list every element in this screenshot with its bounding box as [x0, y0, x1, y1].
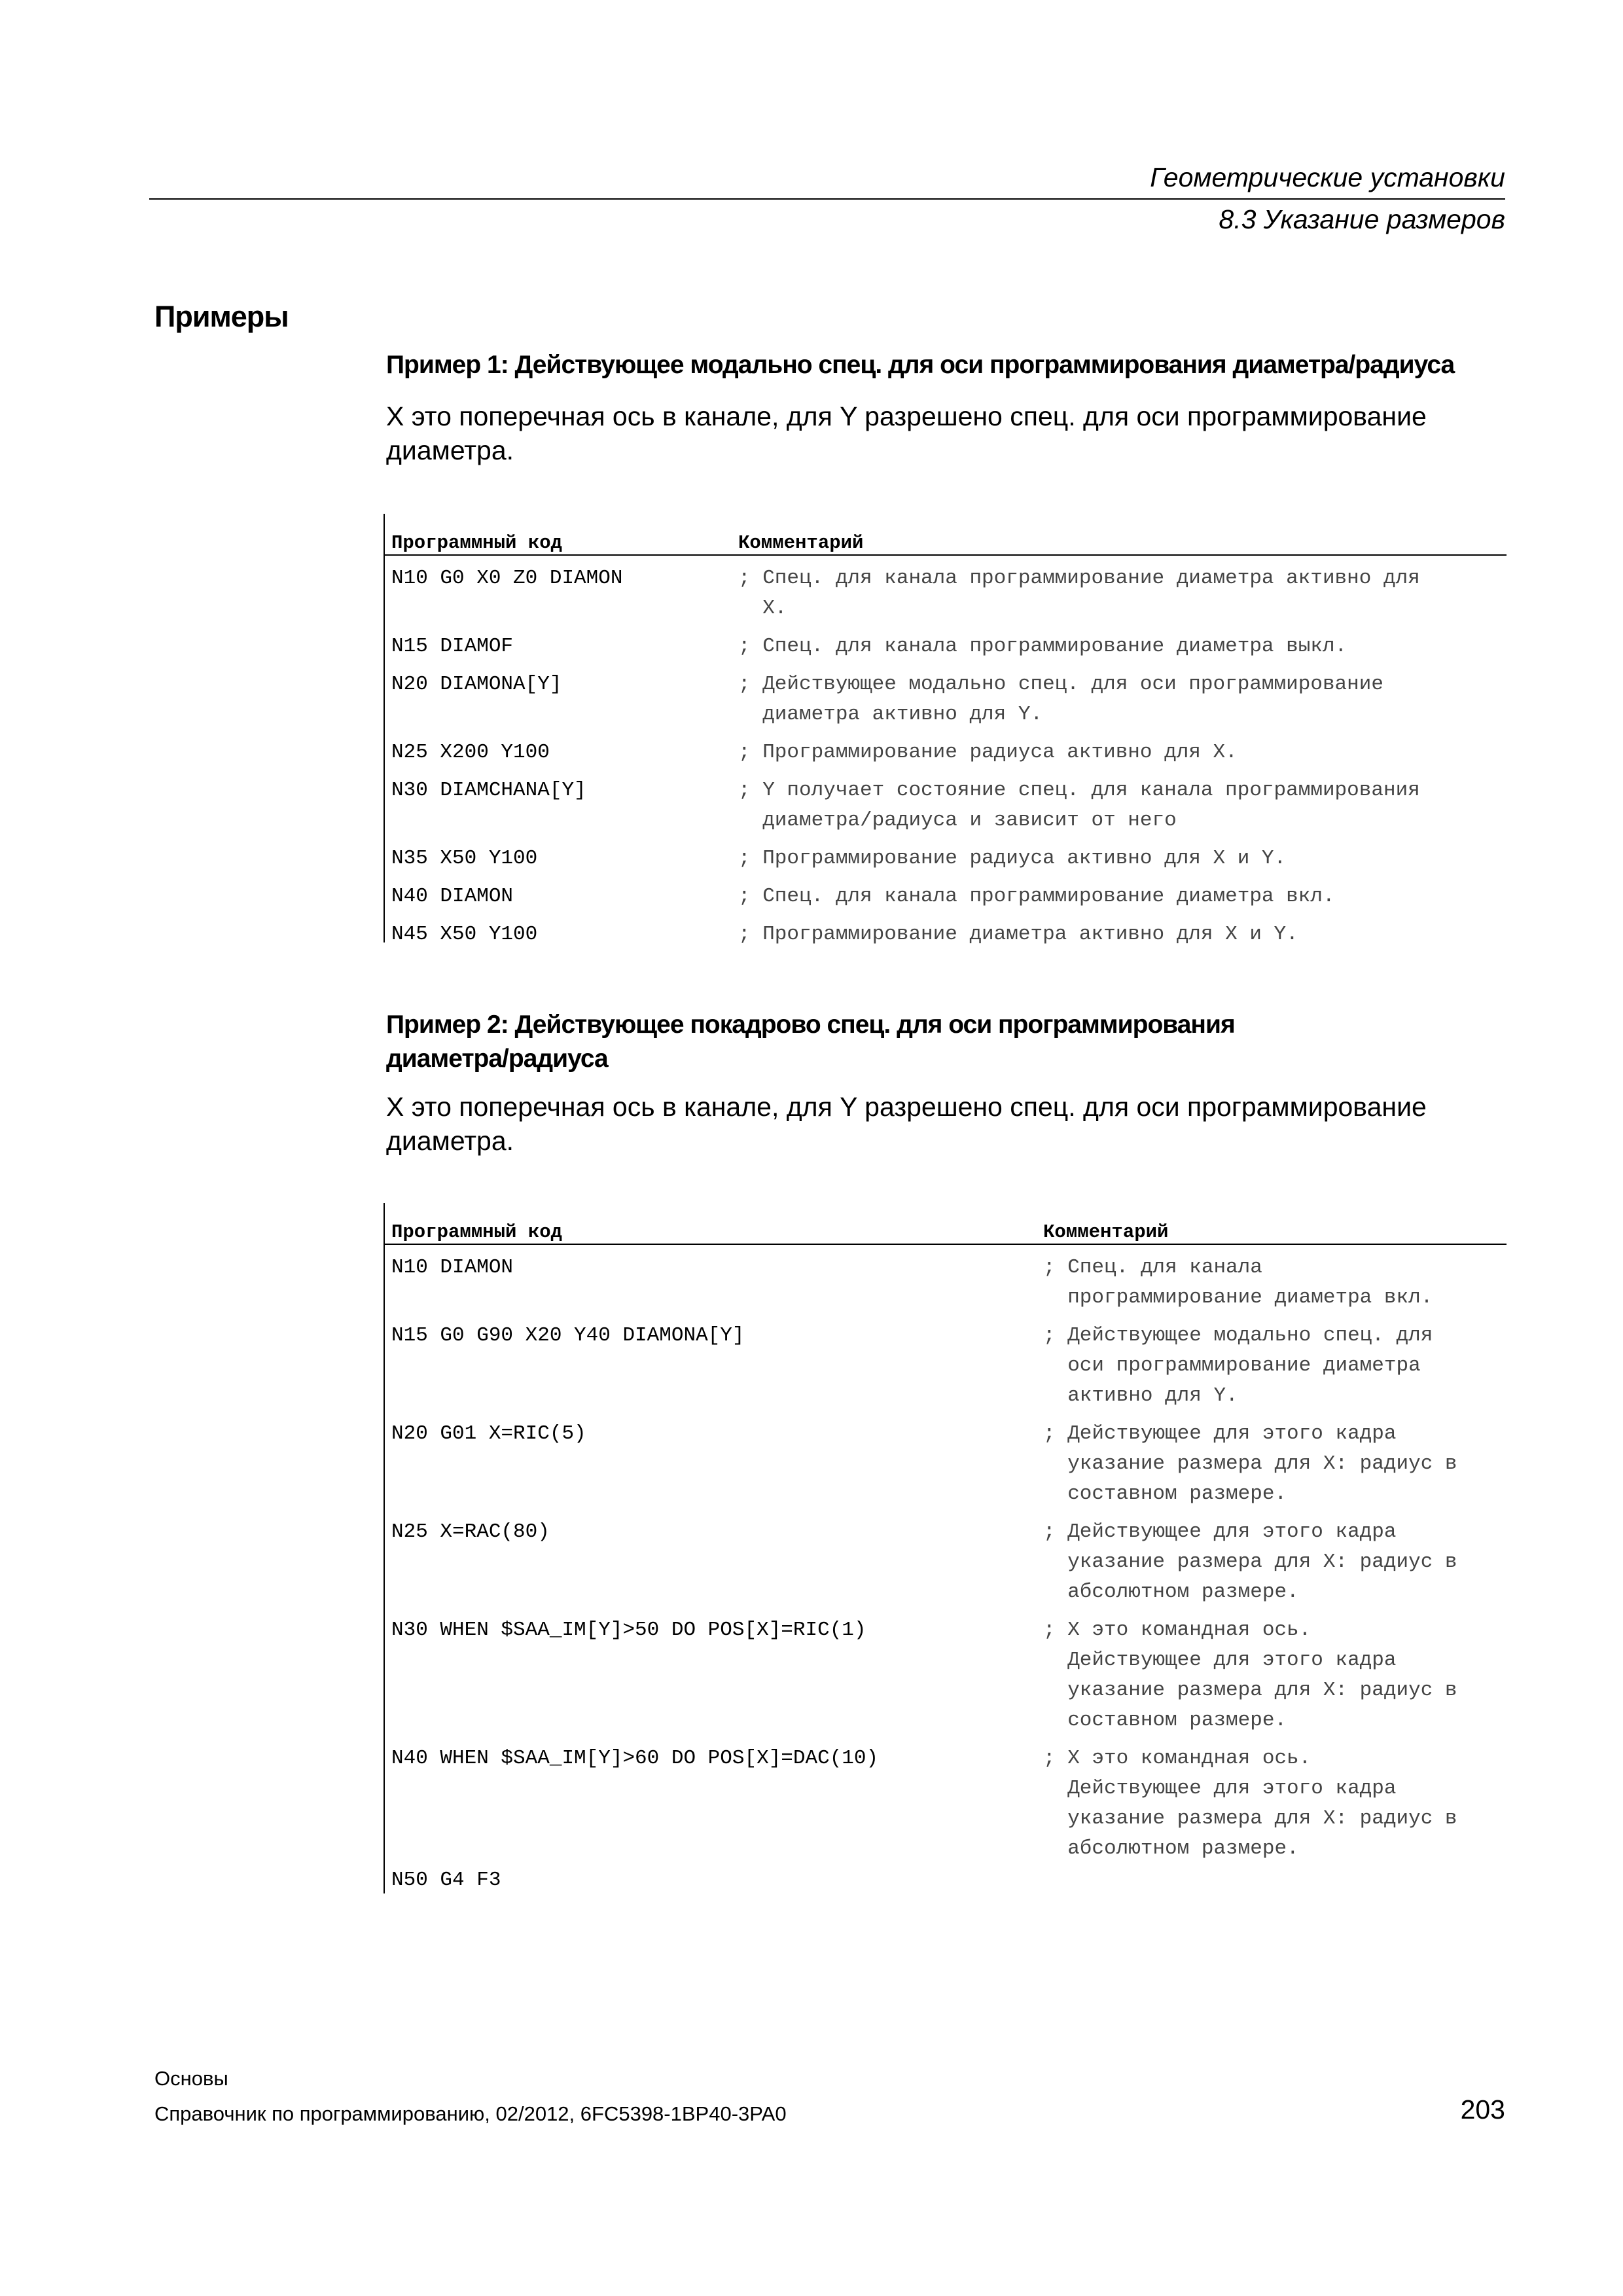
code-comment: ; X это командная ось. Действующее для этого кадра указание размера для X: радиус в абсолютном размере.	[1043, 1747, 1457, 1860]
example1-title: Пример 1: Действующее модально спец. для оси программирования диаметра/радиуса	[386, 351, 1455, 379]
running-header-chapter: Геометрические установки	[1150, 162, 1505, 192]
code-comment: ; Y получает состояние спец. для канала программирования диаметра/радиуса и зависит от него	[738, 779, 1420, 832]
example2-col-code: Программный код	[391, 1221, 563, 1243]
code-line: N15 DIAMOF	[391, 635, 514, 658]
example2-col-comment: Комментарий	[1043, 1221, 1169, 1243]
page-number: 203	[1460, 2094, 1505, 2125]
example1-table-header	[385, 514, 1507, 556]
code-line: N50 G4 F3	[391, 1869, 501, 1892]
code-line: N45 X50 Y100	[391, 923, 538, 946]
code-line: N25 X=RAC(80)	[391, 1520, 550, 1543]
example1-description: X это поперечная ось в канале, для Y разрешено спец. для оси программирование диаметра.	[386, 401, 1427, 465]
code-comment: ; Спец. для канала программирование диаметра вкл.	[738, 885, 1335, 908]
running-header-section: 8.3 Указание размеров	[1219, 204, 1505, 234]
example2-table-header	[385, 1203, 1507, 1245]
example1-code-table	[383, 514, 1507, 946]
example1-col-code: Программный код	[391, 532, 563, 554]
code-comment: ; Программирование диаметра активно для X и Y.	[738, 923, 1298, 946]
code-line: N10 G0 X0 Z0 DIAMON	[391, 567, 623, 590]
example1-col-comment: Комментарий	[738, 532, 864, 554]
code-comment: ; Программирование радиуса активно для X и Y.	[738, 847, 1287, 870]
code-comment: ; Спец. для канала программирование диаметра активно для X.	[738, 567, 1420, 620]
code-comment: ; Действующее для этого кадра указание размера для X: радиус в составном размере.	[1043, 1422, 1457, 1505]
code-line: N30 DIAMCHANA[Y]	[391, 779, 586, 802]
code-comment: ; Спец. для канала программирование диаметра вкл.	[1043, 1256, 1433, 1309]
code-line: N15 G0 G90 X20 Y40 DIAMONA[Y]	[391, 1324, 745, 1347]
code-comment: ; Действующее для этого кадра указание размера для X: радиус в абсолютном размере.	[1043, 1520, 1457, 1604]
code-comment: ; Спец. для канала программирование диаметра выкл.	[738, 635, 1347, 658]
example2-code-table	[383, 1203, 1507, 1893]
header-rule	[149, 198, 1505, 200]
code-comment: ; Действующее модально спец. для оси программирование диаметра активно для Y.	[1043, 1324, 1433, 1407]
example2-description: X это поперечная ось в канале, для Y разрешено спец. для оси программирование диаметра.	[386, 1092, 1427, 1156]
code-line: N40 WHEN $SAA_IM[Y]>60 DO POS[X]=DAC(10)	[391, 1747, 879, 1770]
example2-title: Пример 2: Действующее покадрово спец. для оси программирования диаметра/радиуса	[386, 1011, 1235, 1073]
code-line: N40 DIAMON	[391, 885, 514, 908]
footer-manual-info: Справочник по программированию, 02/2012, 6FC5398-1BP40-3PA0	[154, 2102, 787, 2125]
code-line: N20 G01 X=RIC(5)	[391, 1422, 586, 1445]
code-comment: ; X это командная ось. Действующее для этого кадра указание размера для X: радиус в составном размере.	[1043, 1619, 1457, 1732]
examples-heading: Примеры	[154, 300, 289, 333]
code-comment: ; Программирование радиуса активно для X.	[738, 741, 1238, 764]
code-line: N35 X50 Y100	[391, 847, 538, 870]
footer-book-title: Основы	[154, 2067, 228, 2090]
code-line: N30 WHEN $SAA_IM[Y]>50 DO POS[X]=RIC(1)	[391, 1619, 866, 1641]
code-comment: ; Действующее модально спец. для оси программирование диаметра активно для Y.	[738, 673, 1383, 726]
code-line: N10 DIAMON	[391, 1256, 514, 1279]
code-line: N25 X200 Y100	[391, 741, 550, 764]
code-line: N20 DIAMONA[Y]	[391, 673, 562, 696]
